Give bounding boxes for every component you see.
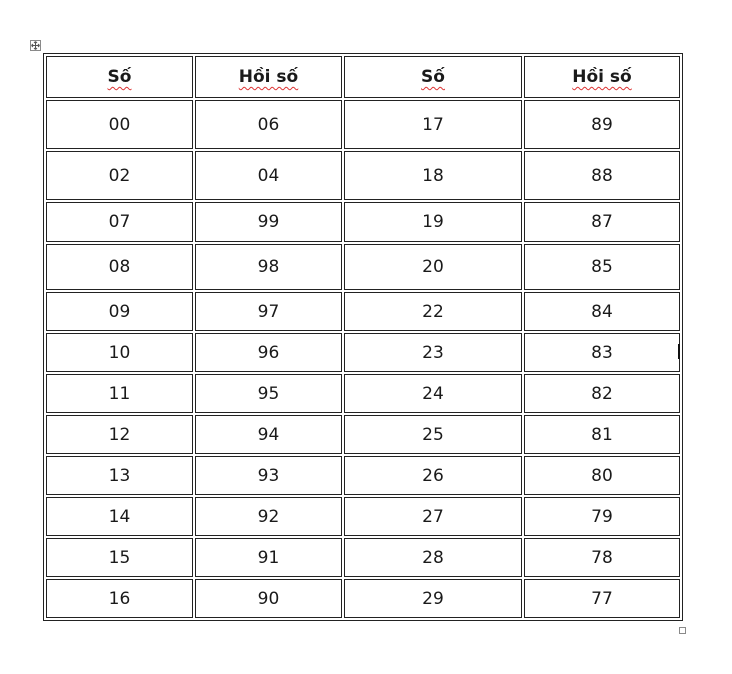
header-cell[interactable]	[524, 56, 680, 98]
table-row	[46, 151, 680, 200]
header-label: Hồi số	[238, 67, 299, 87]
table-cell[interactable]: 83	[524, 333, 680, 372]
header-cell[interactable]	[344, 56, 522, 98]
table-cell[interactable]: 79	[524, 497, 680, 536]
table-cell[interactable]: 00	[46, 100, 193, 149]
table-row	[46, 292, 680, 331]
table-cell[interactable]: 82	[524, 374, 680, 413]
table-row	[46, 202, 680, 242]
table-cell[interactable]: 09	[46, 292, 193, 331]
header-cell[interactable]	[195, 56, 342, 98]
table-cell[interactable]: 94	[195, 415, 342, 454]
table-cell[interactable]: 23	[344, 333, 522, 372]
table-cell[interactable]: 90	[195, 579, 342, 618]
table-cell[interactable]: 16	[46, 579, 193, 618]
table-cell[interactable]: 99	[195, 202, 342, 242]
table-cell[interactable]: 18	[344, 151, 522, 200]
header-cell[interactable]	[46, 56, 193, 98]
table-row	[46, 244, 680, 290]
table-cell[interactable]: 10	[46, 333, 193, 372]
table-cell[interactable]: 19	[344, 202, 522, 242]
table-cell[interactable]: 89	[524, 100, 680, 149]
table-cell[interactable]: 04	[195, 151, 342, 200]
table-resize-icon[interactable]	[679, 627, 686, 634]
table-cell[interactable]: 81	[524, 415, 680, 454]
table-cell[interactable]: 06	[195, 100, 342, 149]
table-cell[interactable]: 91	[195, 538, 342, 577]
table-cell[interactable]: 95	[195, 374, 342, 413]
number-table	[43, 53, 683, 621]
table-cell[interactable]: 87	[524, 202, 680, 242]
table-row	[46, 100, 680, 149]
table-cell[interactable]: 12	[46, 415, 193, 454]
table-row	[46, 579, 680, 618]
table-cell[interactable]: 24	[344, 374, 522, 413]
table-cell[interactable]: 13	[46, 456, 193, 495]
table-cell[interactable]: 80	[524, 456, 680, 495]
table-cell[interactable]: 77	[524, 579, 680, 618]
table-cell[interactable]: 28	[344, 538, 522, 577]
table-row	[46, 538, 680, 577]
table-cell[interactable]: 93	[195, 456, 342, 495]
table-cell[interactable]: 92	[195, 497, 342, 536]
table-cell[interactable]: 25	[344, 415, 522, 454]
table-row	[46, 497, 680, 536]
table-cell[interactable]: 78	[524, 538, 680, 577]
table-cell[interactable]: 08	[46, 244, 193, 290]
table-row	[46, 415, 680, 454]
table-cell[interactable]: 17	[344, 100, 522, 149]
table-cell[interactable]: 26	[344, 456, 522, 495]
table-cell[interactable]: 02	[46, 151, 193, 200]
table-cell[interactable]: 97	[195, 292, 342, 331]
table-row	[46, 333, 680, 372]
table-row	[46, 374, 680, 413]
table-cell[interactable]: 96	[195, 333, 342, 372]
table-cell[interactable]: 15	[46, 538, 193, 577]
table-cell[interactable]: 84	[524, 292, 680, 331]
header-label: Số	[421, 67, 445, 87]
text-cursor	[678, 344, 680, 359]
table-cell[interactable]: 88	[524, 151, 680, 200]
table-cell[interactable]: 27	[344, 497, 522, 536]
table-cell[interactable]: 22	[344, 292, 522, 331]
header-label: Hồi số	[572, 67, 632, 87]
header-label: Số	[107, 67, 132, 87]
table-cell[interactable]: 29	[344, 579, 522, 618]
table-cell[interactable]: 85	[524, 244, 680, 290]
table-move-icon[interactable]	[30, 40, 41, 51]
table-cell[interactable]: 14	[46, 497, 193, 536]
table-cell[interactable]: 11	[46, 374, 193, 413]
table-header-row	[46, 56, 680, 98]
table-cell[interactable]: 20	[344, 244, 522, 290]
table-row	[46, 456, 680, 495]
table-cell[interactable]: 07	[46, 202, 193, 242]
table-cell[interactable]: 98	[195, 244, 342, 290]
